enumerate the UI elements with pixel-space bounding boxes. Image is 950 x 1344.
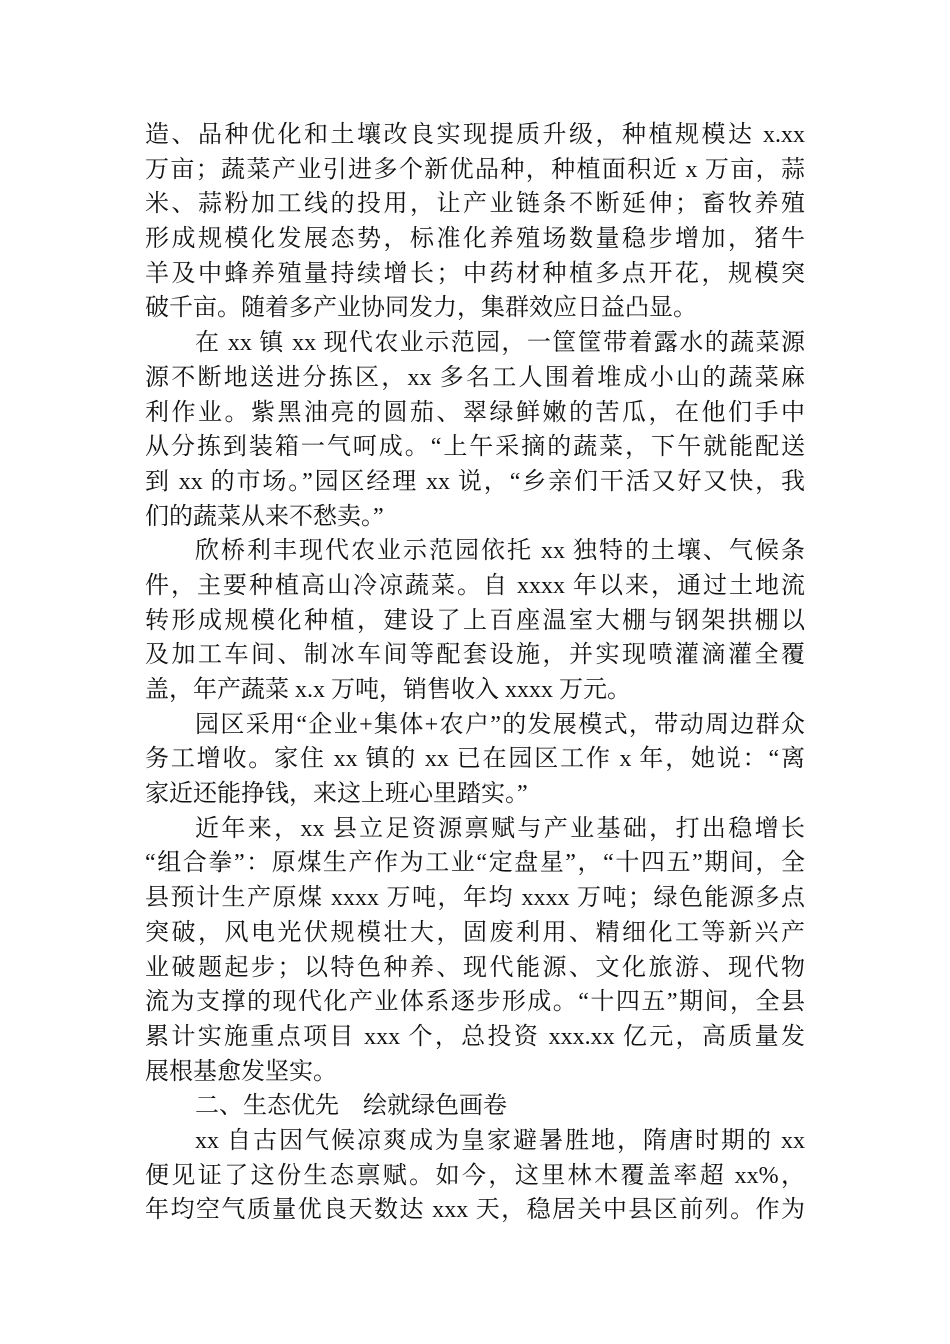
paragraph-line: 务工增收。家住 xx 镇的 xx 已在园区工作 x 年，她说：“离 — [145, 746, 805, 773]
paragraph-line: 便见证了这份生态禀赋。如今，这里林木覆盖率超 xx%， — [145, 1162, 805, 1189]
paragraph-line: 羊及中蜂养殖量持续增长；中药材种植多点开花，规模突 — [145, 260, 805, 287]
paragraph-line: 转形成规模化种植，建设了上百座温室大棚与钢架拱棚以 — [145, 607, 805, 634]
paragraph-line: 欣桥利丰现代农业示范园依托 xx 独特的土壤、气候条 — [195, 538, 805, 565]
paragraph-line: 突破，风电光伏规模壮大，固废利用、精细化工等新兴产 — [145, 919, 805, 946]
paragraph-line: 在 xx 镇 xx 现代农业示范园，一筐筐带着露水的蔬菜源 — [195, 330, 805, 357]
paragraph — [145, 1124, 805, 1228]
document-page — [145, 118, 805, 1228]
section-heading — [145, 1089, 805, 1124]
paragraph — [145, 812, 805, 1090]
paragraph-line: 累计实施重点项目 xxx 个，总投资 xxx.xx 亿元，高质量发 — [145, 1023, 805, 1050]
paragraph-line: 县预计生产原煤 xxxx 万吨，年均 xxxx 万吨；绿色能源多点 — [145, 885, 805, 912]
paragraph-line: 万亩；蔬菜产业引进多个新优品种，种植面积近 x 万亩，蒜 — [145, 156, 805, 183]
paragraph — [145, 534, 805, 707]
paragraph-line: 形成规模化发展态势，标准化养殖场数量稳步增加，猪牛 — [145, 226, 805, 253]
paragraph-line: 破千亩。随着多产业协同发力，集群效应日益凸显。 — [145, 295, 697, 322]
paragraph-line: 利作业。紫黑油亮的圆茄、翠绿鲜嫩的苦瓜，在他们手中 — [145, 399, 805, 426]
paragraph-line: 到 xx 的市场。”园区经理 xx 说，“乡亲们干活又好又快，我 — [145, 468, 805, 495]
paragraph-line: 造、品种优化和土壤改良实现提质升级，种植规模达 x.xx — [145, 122, 805, 148]
paragraph-line: xx 自古因气候凉爽成为皇家避暑胜地，隋唐时期的 xx — [195, 1127, 805, 1154]
paragraph-line: 盖，年产蔬菜 x.x 万吨，销售收入 xxxx 万元。 — [145, 677, 631, 703]
paragraph-line: 园区采用“企业+集体+农户”的发展模式，带动周边群众 — [195, 711, 805, 738]
paragraph-line: 流为支撑的现代化产业体系逐步形成。“十四五”期间，全县 — [145, 989, 805, 1016]
paragraph-line: 从分拣到装箱一气呵成。“上午采摘的蔬菜，下午就能配送 — [145, 434, 805, 461]
paragraph-line: 业破题起步；以特色种养、现代能源、文化旅游、现代物 — [145, 954, 805, 981]
paragraph-line: 件，主要种植高山冷凉蔬菜。自 xxxx 年以来，通过土地流 — [145, 572, 805, 599]
paragraph-line: 源不断地送进分拣区，xx 多名工人围着堆成小山的蔬菜麻 — [145, 364, 805, 391]
paragraph-line: 及加工车间、制冰车间等配套设施，并实现喷灌滴灌全覆 — [145, 642, 805, 669]
paragraph-line: 近年来，xx 县立足资源禀赋与产业基础，打出稳增长 — [195, 815, 805, 842]
paragraph-line: “组合拳”：原煤生产作为工业“定盘星”，“十四五”期间，全 — [145, 850, 805, 877]
heading-text: 二、生态优先 绘就绿色画卷 — [195, 1093, 507, 1120]
paragraph-line: 展根基愈发坚实。 — [145, 1058, 337, 1085]
paragraph — [145, 326, 805, 534]
paragraph-line: 米、蒜粉加工线的投用，让产业链条不断延伸；畜牧养殖 — [145, 191, 805, 218]
paragraph-line: 年均空气质量优良天数达 xxx 天，稳居关中县区前列。作为 — [145, 1197, 805, 1224]
paragraph-line: 们的蔬菜从来不愁卖。” — [145, 503, 384, 530]
paragraph — [145, 708, 805, 812]
paragraph-line: 家近还能挣钱，来这上班心里踏实。” — [145, 781, 528, 808]
paragraph — [145, 118, 805, 326]
